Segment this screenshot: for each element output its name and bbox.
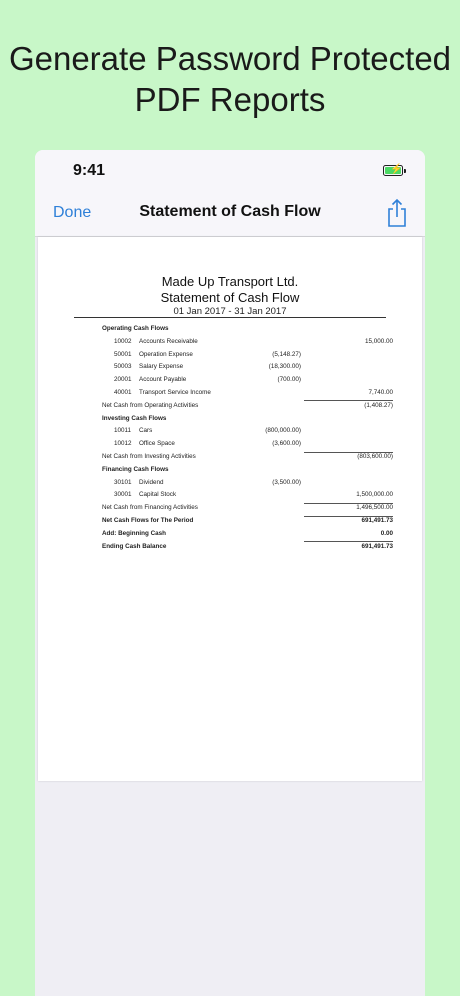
report-row [38, 413, 422, 425]
amount-column-2: (803,600.00) [357, 453, 393, 460]
report-row [38, 387, 422, 399]
amount-column-1: (700.00) [277, 376, 301, 384]
battery-charging-icon: ⚡ [383, 165, 403, 176]
report-row [38, 502, 422, 514]
report-row [38, 438, 422, 450]
account-name: Capital Stock [139, 491, 177, 499]
account-code: 50001 [114, 350, 132, 358]
row-label: Add: Beginning Cash [102, 529, 167, 537]
account-code: 50003 [114, 363, 132, 371]
done-button[interactable]: Done [53, 204, 92, 221]
section-heading: Financing Cash Flows [102, 465, 169, 473]
report-period: 01 Jan 2017 - 31 Jan 2017 [173, 306, 287, 317]
total-underline [304, 503, 393, 504]
row-label: Net Cash from Investing Activities [102, 453, 196, 460]
amount-column-2: 691,491.73 [361, 542, 393, 550]
account-name: Cars [139, 427, 153, 435]
amount-column-2: 15,000.00 [364, 337, 393, 345]
report-row [38, 489, 422, 501]
share-icon[interactable] [385, 198, 409, 228]
account-name: Dividend [139, 478, 164, 486]
total-underline [304, 541, 393, 542]
headline-line-2: PDF Reports [134, 81, 326, 118]
report-row [38, 349, 422, 361]
account-code: 40001 [114, 389, 132, 396]
phone-screen [35, 150, 425, 996]
account-code: 30101 [114, 478, 132, 486]
total-underline [304, 516, 393, 517]
report-row [38, 464, 422, 476]
report-row [38, 477, 422, 489]
report-title: Statement of Cash Flow [160, 290, 300, 305]
account-name: Transport Service Income [139, 389, 211, 396]
row-label: Net Cash from Financing Activities [102, 504, 198, 512]
account-code: 10011 [114, 427, 132, 435]
pdf-report-page [38, 237, 422, 781]
report-row [38, 361, 422, 373]
amount-column-1: (3,600.00) [272, 440, 301, 448]
amount-column-1: (3,500.00) [272, 478, 301, 486]
status-bar [35, 150, 425, 192]
headline-line-1: Generate Password Protected [8, 40, 452, 77]
report-row [38, 323, 422, 335]
report-row [38, 541, 422, 553]
report-row [38, 374, 422, 386]
row-label: Net Cash Flows for The Period [102, 517, 194, 524]
report-row [38, 425, 422, 437]
report-row [38, 528, 422, 540]
amount-column-2: 7,740.00 [368, 389, 393, 396]
report-row [38, 451, 422, 463]
headline [0, 38, 460, 120]
account-code: 20001 [114, 376, 132, 384]
navigation-bar [35, 192, 425, 237]
account-code: 10012 [114, 440, 132, 448]
account-name: Operation Expense [139, 350, 193, 358]
account-name: Salary Expense [139, 363, 184, 371]
amount-column-2: 1,496,500.00 [356, 504, 393, 512]
amount-column-1: (5,148.27) [272, 350, 301, 358]
account-name: Accounts Receivable [139, 337, 198, 345]
total-underline [304, 452, 393, 453]
nav-title: Statement of Cash Flow [139, 203, 321, 220]
amount-column-2: 1,500,000.00 [356, 491, 393, 499]
amount-column-1: (800,000.00) [265, 427, 301, 435]
account-code: 10002 [114, 337, 132, 345]
amount-column-2: 691,491.73 [361, 517, 393, 524]
status-time: 9:41 [73, 162, 106, 179]
amount-column-2: (1,408.27) [364, 401, 393, 409]
section-heading: Operating Cash Flows [102, 325, 169, 332]
account-name: Office Space [139, 440, 175, 448]
row-label: Ending Cash Balance [102, 542, 167, 550]
report-row [38, 336, 422, 348]
account-name: Account Payable [139, 376, 187, 384]
report-company: Made Up Transport Ltd. [161, 274, 299, 289]
account-code: 30001 [114, 491, 132, 499]
row-label: Net Cash from Operating Activities [102, 401, 199, 409]
report-row [38, 515, 422, 527]
header-rule [74, 317, 386, 318]
report-row [38, 400, 422, 412]
amount-column-2: 0.00 [380, 529, 393, 537]
amount-column-1: (18,300.00) [268, 363, 301, 371]
total-underline [304, 400, 393, 401]
section-heading: Investing Cash Flows [102, 414, 167, 422]
